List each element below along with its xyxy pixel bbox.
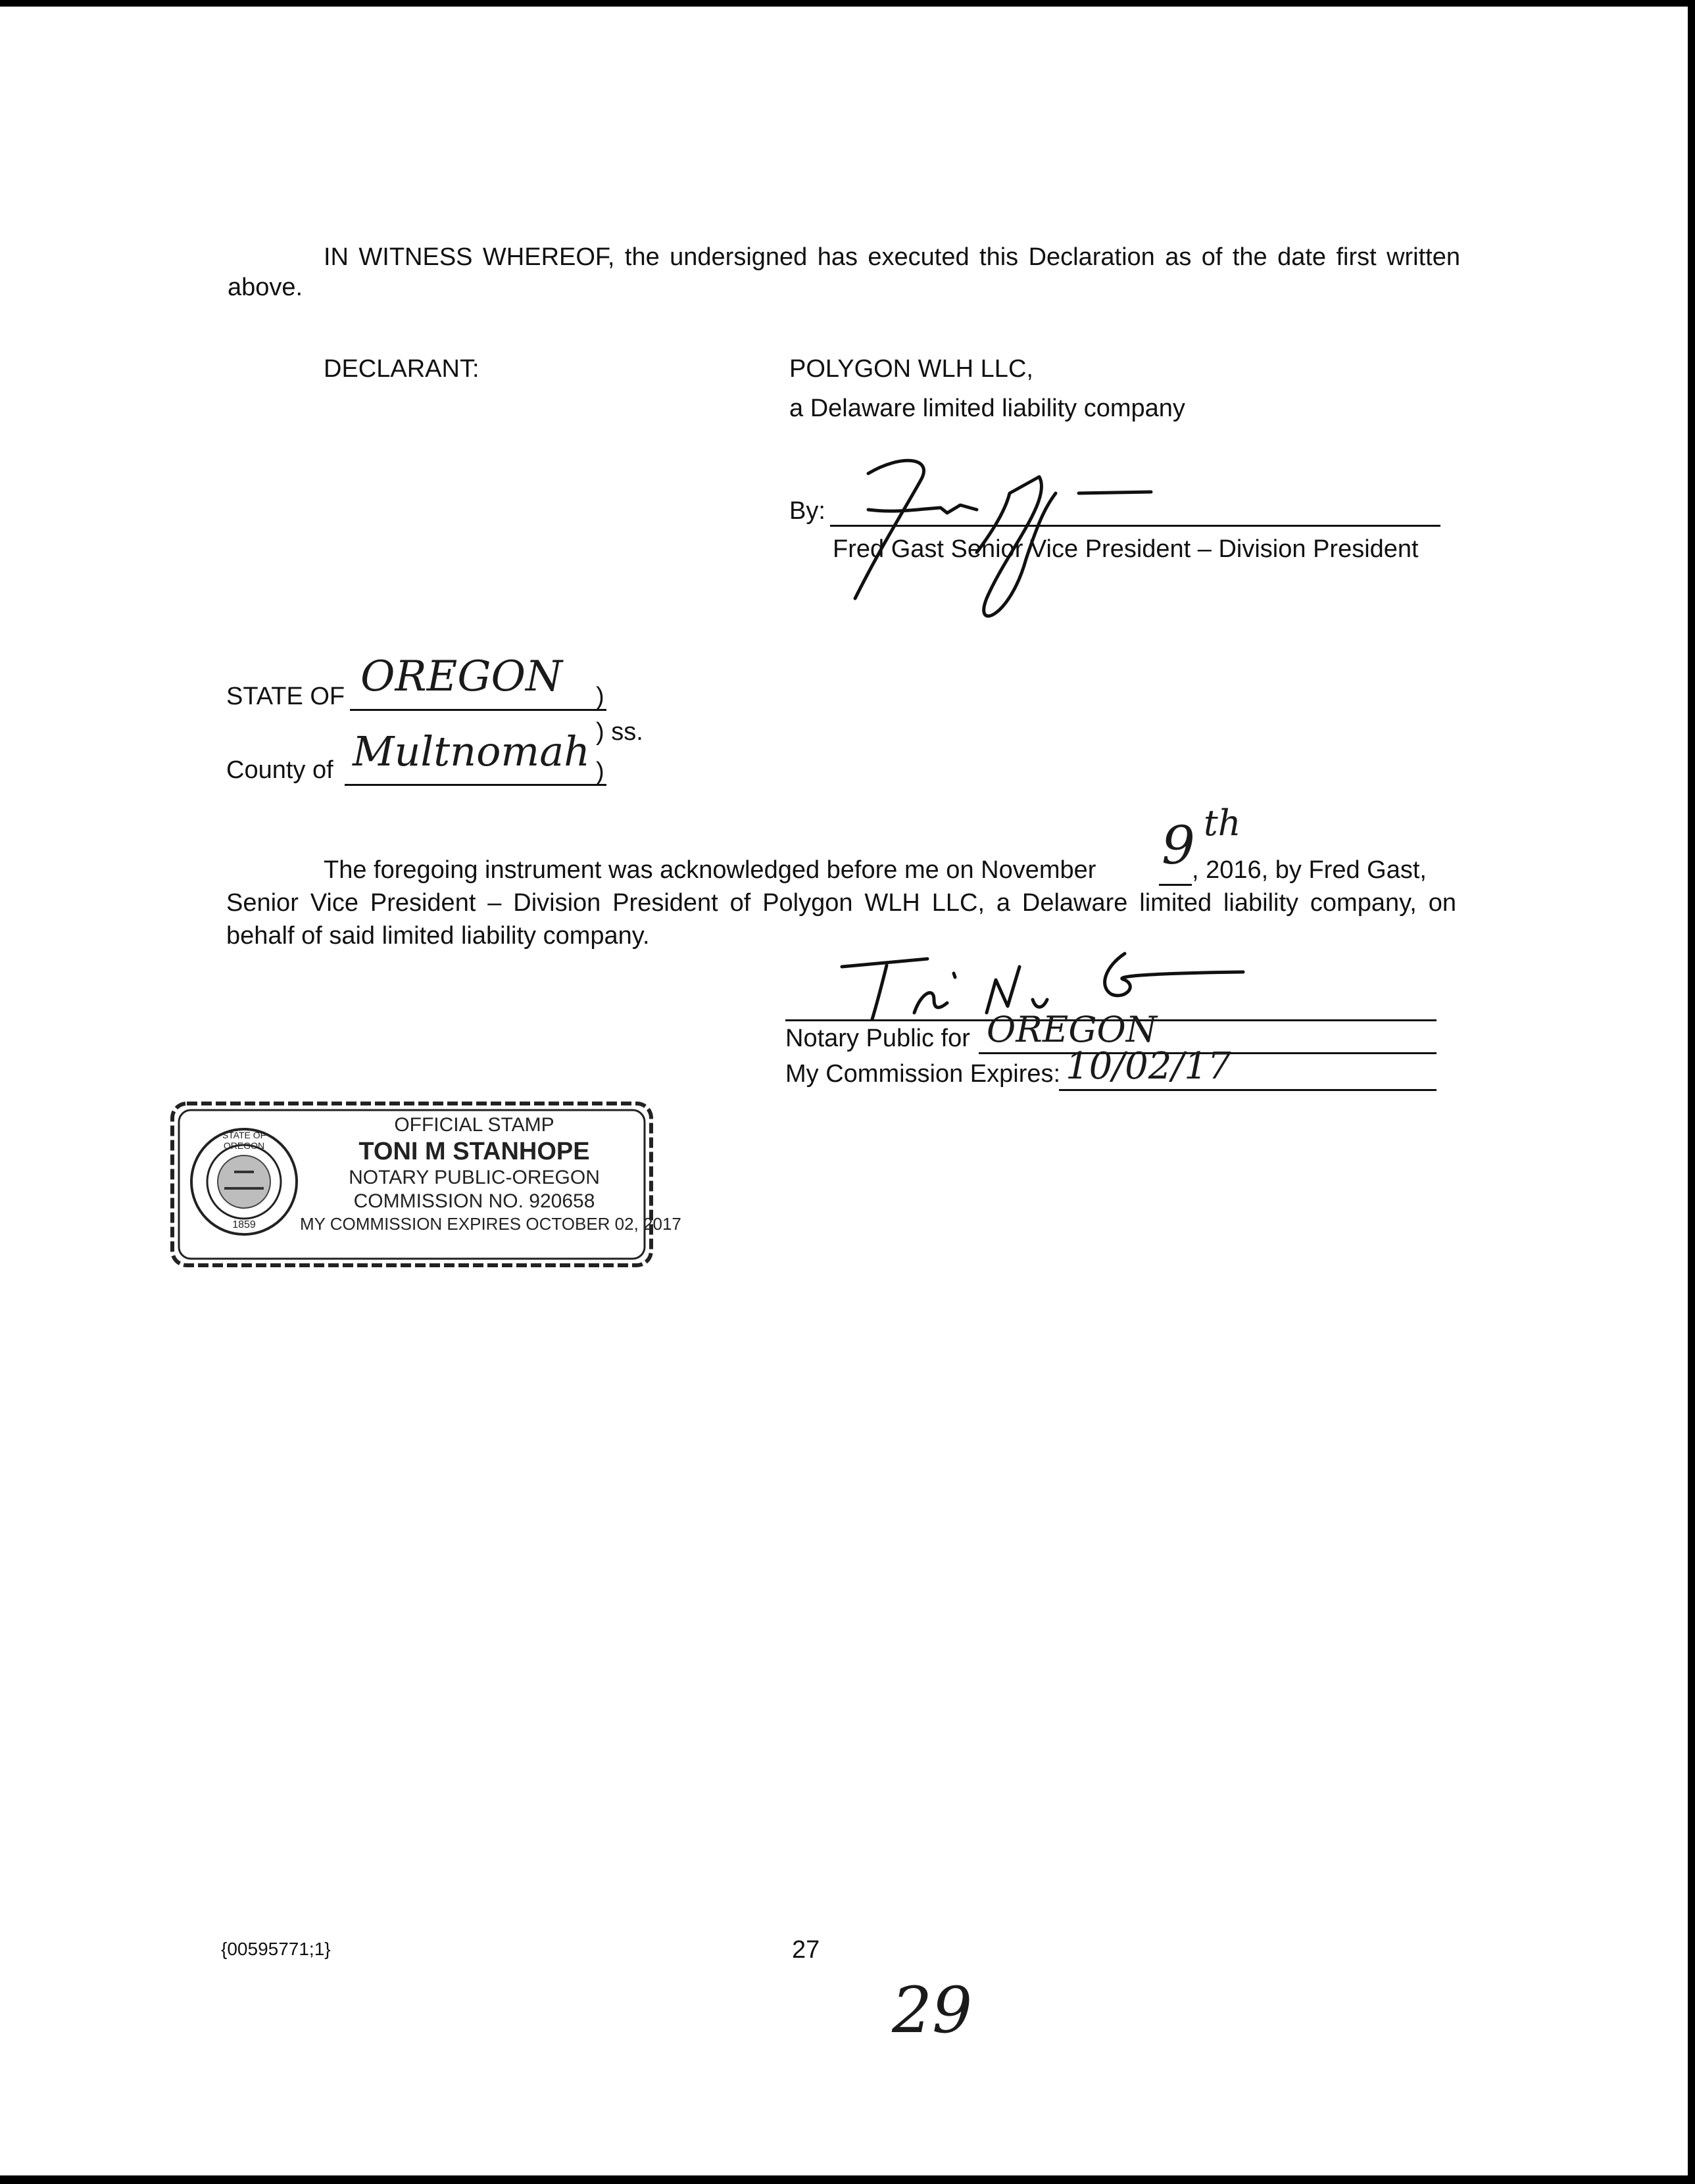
acknowledgment-line-3: behalf of said limited liability company.: [226, 922, 650, 950]
commission-expires-label: My Commission Expires:: [785, 1060, 1061, 1088]
acknowledgment-line-1a: The foregoing instrument was acknowledged before me on November: [324, 856, 1096, 884]
state-label: STATE OF: [226, 683, 345, 710]
commission-expires-handwritten: 10/02/17: [1066, 1045, 1231, 1088]
seal-year: 1859: [232, 1219, 256, 1230]
county-label: County of: [226, 756, 333, 784]
document-id: {00595771;1}: [221, 1939, 331, 1959]
acknowledgment-line-1b: , 2016, by Fred Gast,: [1192, 856, 1427, 884]
day-suffix-handwritten: th: [1204, 802, 1241, 844]
handwritten-page-number: 29: [892, 1974, 973, 2047]
by-label: By:: [789, 497, 825, 525]
state-blank-line: [350, 709, 606, 711]
company-name: POLYGON WLH LLC,: [789, 355, 1033, 383]
county-blank-line: [345, 784, 606, 786]
stamp-notary-name: TONI M STANHOPE: [358, 1138, 590, 1165]
state-handwritten: OREGON: [360, 652, 562, 701]
stamp-commission-number: COMMISSION NO. 920658: [353, 1190, 595, 1212]
notary-public-for-label: Notary Public for: [785, 1025, 970, 1052]
declarant-label: DECLARANT:: [324, 355, 479, 383]
page-number: 27: [792, 1936, 820, 1964]
scan-border-bottom: [0, 2175, 1695, 2184]
scan-border-top: [0, 0, 1695, 7]
witness-line-1: IN WITNESS WHEREOF, the undersigned has executed this Declaration as of the date first written: [324, 243, 1460, 271]
acknowledgment-line-2: Senior Vice President – Division President of Polygon WLH LLC, a Delaware limited liability company, on: [226, 889, 1456, 917]
county-paren: ): [596, 758, 604, 785]
stamp-commission-expires: MY COMMISSION EXPIRES OCTOBER 02, 2017: [300, 1214, 681, 1234]
scan-border-right: [1688, 0, 1695, 2184]
state-paren: ): [596, 683, 604, 710]
signer-title: Fred Gast Senior Vice President – Division President: [833, 535, 1419, 563]
stamp-title: OFFICIAL STAMP: [394, 1114, 554, 1136]
day-handwritten: 9: [1162, 815, 1195, 876]
notary-state-handwritten: OREGON: [987, 1009, 1158, 1050]
witness-line-2: above.: [228, 274, 303, 301]
stamp-notary-public: NOTARY PUBLIC-OREGON: [349, 1167, 600, 1188]
day-blank-line: [1159, 884, 1192, 886]
county-handwritten: Multnomah: [353, 727, 591, 775]
notary-stamp: [168, 1100, 681, 1269]
company-description: a Delaware limited liability company: [789, 395, 1185, 422]
declarant-signature: [842, 447, 1158, 644]
commission-expires-line: [1059, 1089, 1437, 1091]
ss-paren: ) ss.: [596, 718, 643, 746]
seal-text: STATE OF OREGON: [222, 1130, 266, 1151]
